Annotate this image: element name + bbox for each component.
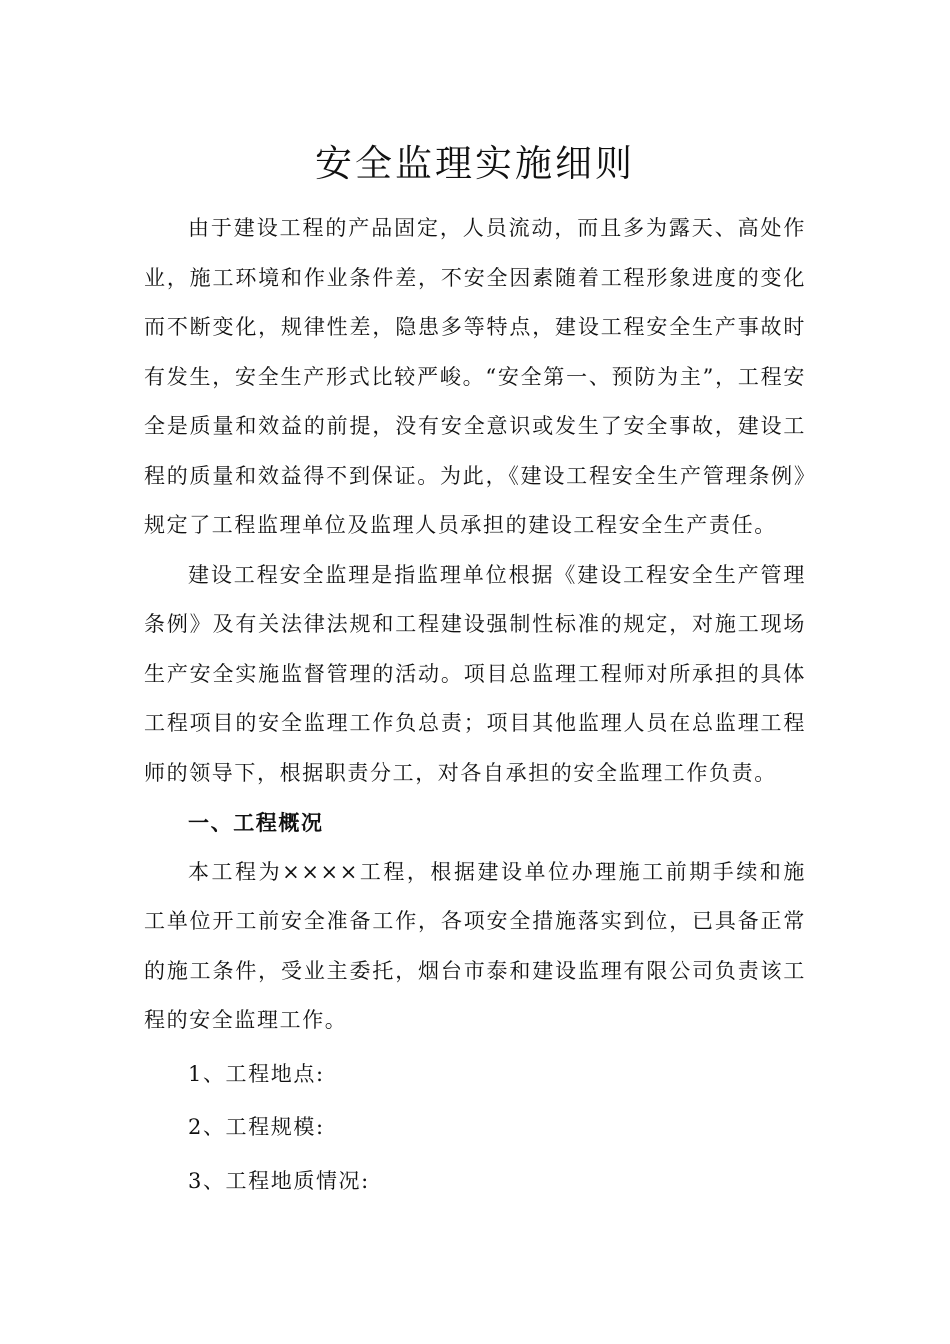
definition-paragraph: 建设工程安全监理是指监理单位根据《建设工程安全生产管理条例》及有关法律法规和工程建设强制性标准的规定，对施工现场生产安全实施监督管理的活动。项目总监理工程师对所承担的具体工程项目的安全监理工作负总责；项目其他监理人员在总监理工程师的领导下，根据职责分工，对各自承担的安全监理工作负责。 (144, 562, 806, 785)
list-item-geology: 3、工程地质情况: (188, 1168, 370, 1193)
list-item-project-location: 1、工程地点: (188, 1061, 325, 1086)
list-item-project-scale: 2、工程规模: (188, 1115, 325, 1139)
document-title: 安全监理实施细则 (315, 142, 635, 185)
document-body (144, 204, 806, 1206)
section-heading-project-overview: 一、工程概况 (188, 810, 324, 835)
project-overview-paragraph: 本工程为××××工程，根据建设单位办理施工前期手续和施工单位开工前安全准备工作，各项安全措施落实到位，已具备正常的施工条件，受业主委托，烟台市泰和建设监理有限公司负责该工程的安全监理工作。 (144, 859, 806, 1032)
intro-paragraph: 由于建设工程的产品固定，人员流动，而且多为露天、高处作业，施工环境和作业条件差，不安全因素随着工程形象进度的变化而不断变化，规律性差，隐患多等特点，建设工程安全生产事故时有发生，安全生产形式比较严峻。“安全第一、预防为主”，工程安全是质量和效益的前提，没有安全意识或发生了安全事故，建设工程的质量和效益得不到保证。为此，《建设工程安全生产管理条例》规定了工程监理单位及监理人员承担的建设工程安全生产责任。 (144, 216, 806, 537)
